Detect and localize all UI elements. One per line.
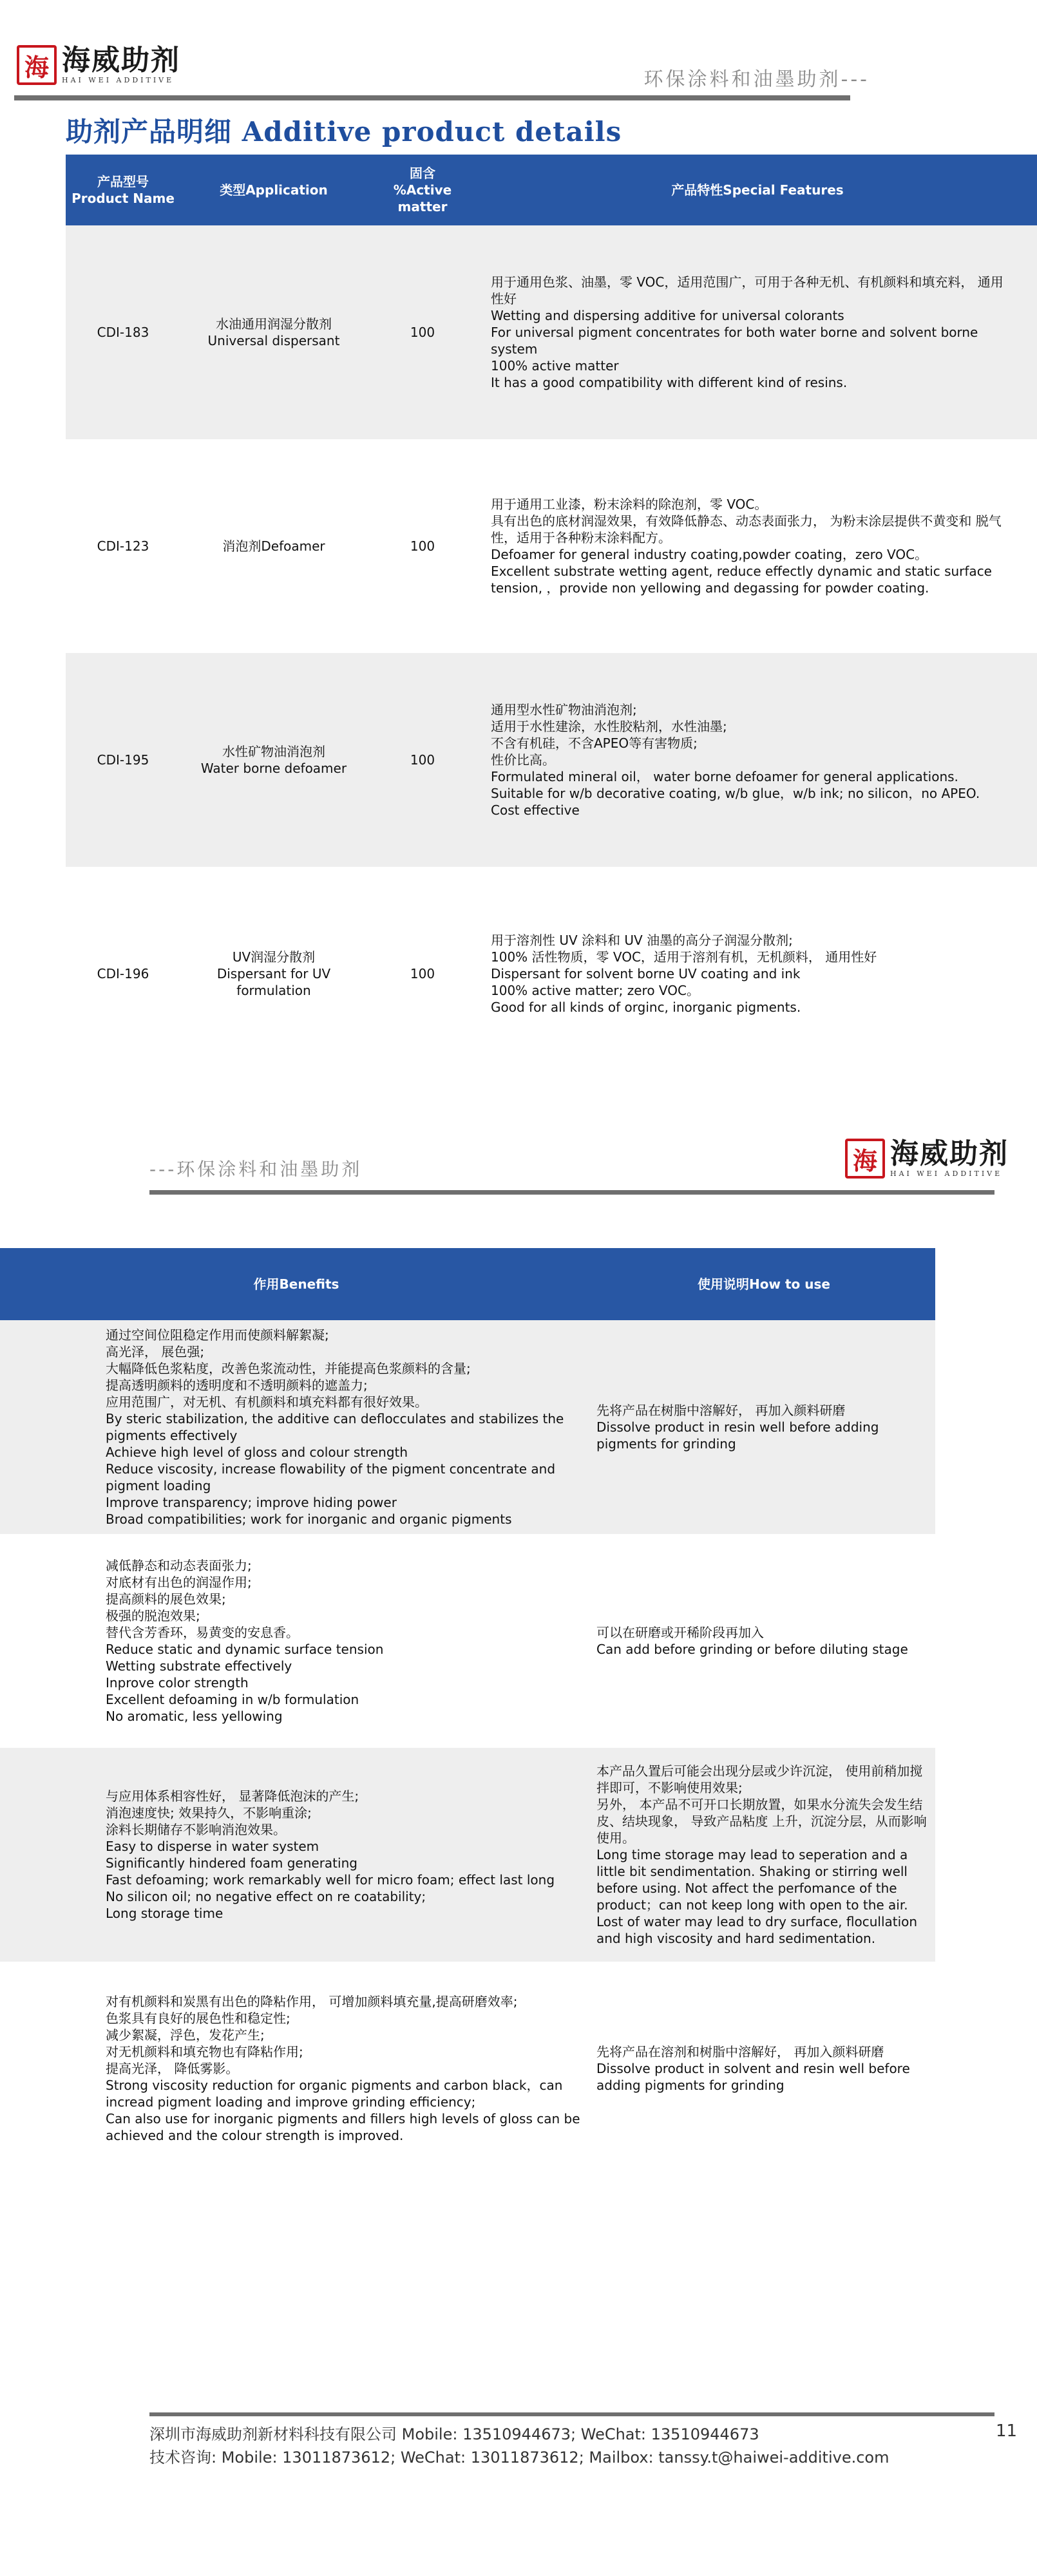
table-row: [66, 867, 1037, 1081]
header-product-name: 产品型号 Product Name: [71, 174, 175, 206]
active-matter: 100: [410, 538, 435, 554]
table-row: [66, 225, 1037, 439]
brand-name-cn: 海威助剂: [890, 1137, 1009, 1170]
benefits-table-header: [0, 1248, 935, 1320]
application: UV润湿分散剂 Dispersant for UV formulation: [216, 949, 331, 998]
special-features: 用于溶剂性 UV 涂料和 UV 油墨的高分子润湿分散剂; 100% 活性物质，零 VOC，适用于溶剂有机，无机颜料， 通用性好 Dispersant for solvent borne UV coating and ink 100% active matter; zero VOC。 Good for all kinds of orginc, inorganic pigments.: [491, 933, 877, 1015]
benefits-table: [0, 1248, 935, 2175]
footer-contact: 技术咨询: Mobile: 13011873612; WeChat: 13011873612; Mailbox: tanssy.t@haiwei-additive.com: [149, 2448, 890, 2467]
benefits: 对有机颜料和炭黑有出色的降粘作用， 可增加颜料填充量,提高研磨效率; 色浆具有良好的展色性和稳定性; 减少絮凝，浮色，发花产生; 对无机颜料和填充物也有降粘作用; 提高光泽， 降低雾影。 Strong viscosity reduction for organic pigments and carbon black，can incread pigment loading and improve grinding efficiency; Can also use for inorganic pigments and fillers high levels of gloss can be achieved and the colour strength is improved.: [106, 1994, 580, 2143]
table-row: [0, 1320, 935, 1534]
page-title: 助剂产品明细 Additive product details: [66, 116, 622, 147]
product-table-header: [66, 155, 1037, 225]
brand-name-en: HAI WEI ADDITIVE: [890, 1170, 1003, 1178]
benefits: 与应用体系相容性好， 显著降低泡沫的产生; 消泡速度快; 效果持久，不影响重涂; 涂料长期储存不影响消泡效果。 Easy to disperse in water system Significantly hindered foam generating Fast defoaming; work remarkably well for micro foam; effect last long No silicon oil; no negative effect on re coatability; Long storage time: [106, 1788, 555, 1921]
how-to-use: 先将产品在树脂中溶解好， 再加入颜料研磨 Dissolve product in resin well before adding pigments for grinding: [596, 1403, 879, 1452]
table-row: [0, 1534, 935, 1748]
application: 消泡剂Defoamer: [222, 538, 325, 554]
header-rule: [14, 95, 850, 100]
tagline-top: 环保涂料和油墨助剂---: [643, 68, 870, 91]
special-features: 通用型水性矿物油消泡剂; 适用于水性建涂，水性胶粘剂，水性油墨; 不含有机硅，不含APEO等有害物质; 性价比高。 Formulated mineral oil， water borne defoamer for general applications. Suitable for w/b decorative coating, w/b glue，w/b ink; no silicon，no APEO. Cost effective: [491, 702, 980, 818]
logo-mark-icon: 海: [845, 1139, 885, 1179]
benefits: 通过空间位阻稳定作用而使颜料解絮凝; 高光泽， 展色强; 大幅降低色浆粘度，改善色浆流动性，并能提高色浆颜料的含量; 提高透明颜料的透明度和不透明颜料的遮盖力; 应用范围广，对无机、有机颜料和填充料都有很好效果。 By steric stabilization, the additive can deflocculates and stabilizes the pigments effectively Achieve high level of gloss and colour strength Reduce viscosity, increase flowability of the pigment concentrate and pigment loading Improve transparency; improve hiding power Broad compatibilities; work for inorganic and organic pigments: [106, 1327, 564, 1527]
footer-rule: [149, 2412, 994, 2416]
header-how-to-use: 使用说明How to use: [698, 1276, 830, 1292]
header-active-matter: 固含 %Active matter: [393, 166, 452, 214]
brand-logo-page2: [845, 1139, 1009, 1179]
product-name: CDI-195: [97, 752, 149, 768]
product-table: [66, 155, 1037, 1081]
active-matter: 100: [410, 752, 435, 768]
brand-logo: [17, 45, 180, 85]
page-number: 11: [996, 2421, 1018, 2441]
how-to-use: 先将产品在溶剂和树脂中溶解好， 再加入颜料研磨 Dissolve product in solvent and resin well before adding pigments for grinding: [596, 2044, 910, 2093]
table-row: [0, 1962, 935, 2175]
brand-name-cn: 海威助剂: [62, 44, 180, 77]
active-matter: 100: [410, 325, 435, 340]
application: 水性矿物油消泡剂 Water borne defoamer: [200, 744, 347, 776]
brand-name-en: HAI WEI ADDITIVE: [62, 76, 175, 84]
header-special-features: 产品特性Special Features: [671, 182, 844, 198]
special-features: 用于通用色浆、油墨，零 VOC，适用范围广，可用于各种无机、有机颜料和填充料， 通用性好 Wetting and dispersing additive for universal colorants For universal pigment concentrates for both water borne and solvent borne system 100% active matter It has a good compatibility with different kind of resins.: [491, 274, 1004, 390]
table-row: [0, 1748, 935, 1962]
logo-mark-icon: 海: [17, 45, 57, 85]
product-name: CDI-123: [97, 538, 149, 554]
application: 水油通用润湿分散剂 Universal dispersant: [207, 316, 340, 348]
table-row: [66, 653, 1037, 867]
table-row: [66, 439, 1037, 653]
header-rule-page2: [149, 1190, 994, 1195]
header-benefits: 作用Benefits: [253, 1276, 339, 1292]
footer-company: 深圳市海威助剂新材料科技有限公司 Mobile: 13510944673; WeChat: 13510944673: [149, 2425, 759, 2443]
benefits: 减低静态和动态表面张力; 对底材有出色的润湿作用; 提高颜料的展色效果; 极强的脱泡效果; 替代含芳香环，易黄变的安息香。 Reduce static and dynamic surface tension Wetting substrate effectively Inprove color strength Excellent defoaming in w/b formulation No aromatic, less yellowing: [106, 1558, 384, 1724]
tagline-page2: ---环保涂料和油墨助剂: [149, 1159, 363, 1180]
product-name: CDI-183: [97, 325, 149, 340]
active-matter: 100: [410, 966, 435, 981]
product-name: CDI-196: [97, 966, 149, 981]
header-application: 类型Application: [220, 182, 328, 198]
special-features: 用于通用工业漆，粉末涂料的除泡剂，零 VOC。 具有出色的底材润湿效果，有效降低静态、动态表面张力， 为粉末涂层提供不黄变和 脱气性，适用于各种粉末涂料配方。 Defoamer for general industry coating,powder coating，zero VOC。 Excellent substrate wetting agent, reduce effectly dynamic and static surface tension, ，provide non yellowing and degassing for powder coating.: [491, 497, 1002, 596]
how-to-use: 可以在研磨或开稀阶段再加入 Can add before grinding or before diluting stage: [596, 1625, 908, 1657]
how-to-use: 本产品久置后可能会出现分层或少许沉淀， 使用前稍加搅拌即可，不影响使用效果; 另外， 本产品不可开口长期放置，如果水分流失会发生结皮、结块现象， 导致产品粘度 上升，沉淀分层，从而影响使用。 Long time storage may lead to seperation and a little bit sendimentation. Shaking or stirring well before using. Not affect the perfomance of the product；can not keep long with open to the air. Lost of water may lead to dry surface, flocullation and high viscosity and hard sedimentation.: [596, 1763, 927, 1946]
